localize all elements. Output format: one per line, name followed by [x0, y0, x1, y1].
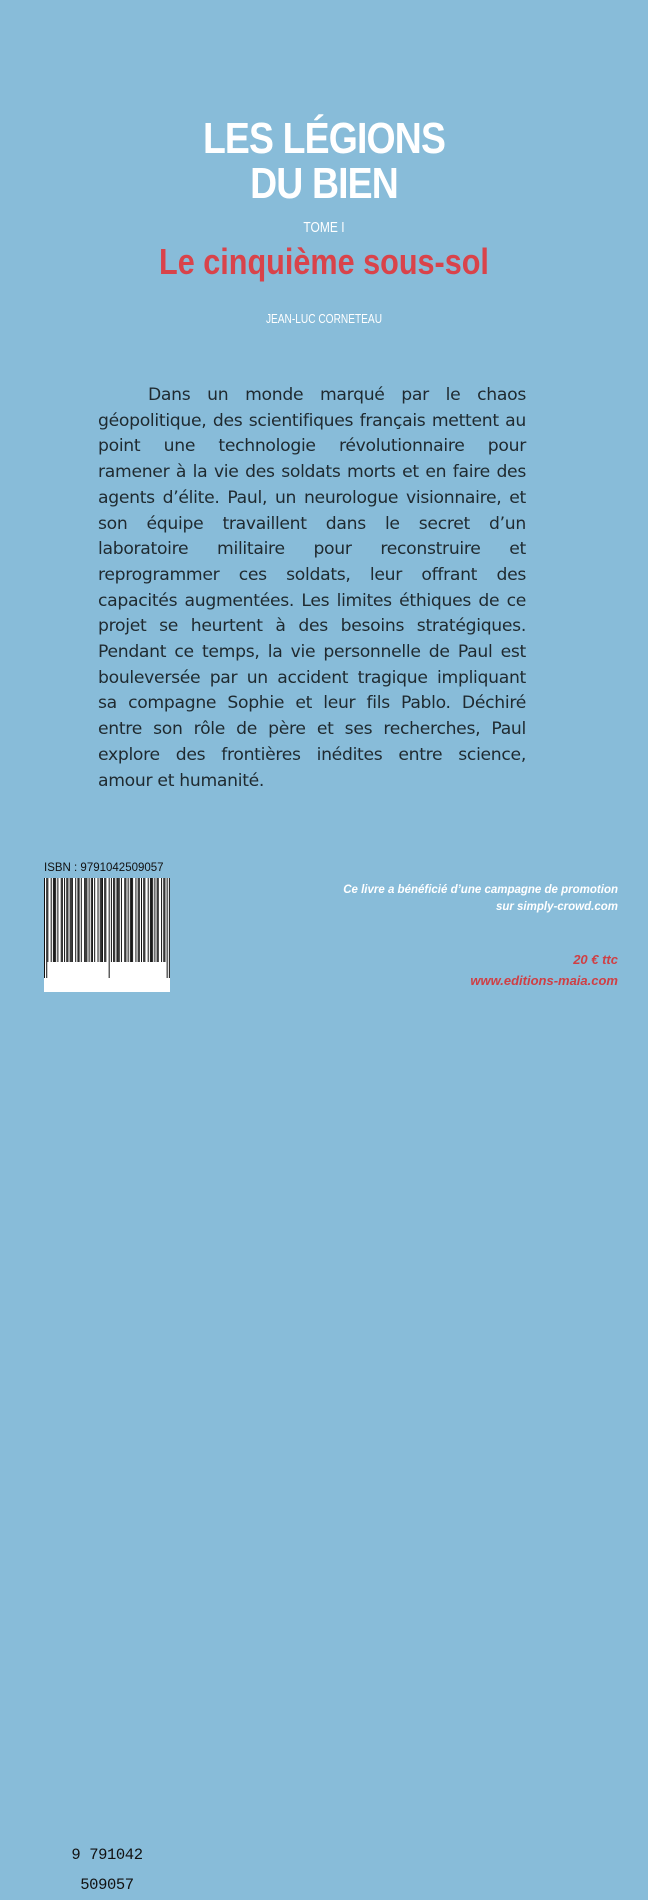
- barcode-bar: [54, 878, 55, 962]
- barcode-bar: [131, 878, 132, 962]
- publisher-website[interactable]: www.editions-maia.com: [470, 973, 618, 988]
- barcode-bar: [113, 878, 114, 962]
- barcode-bar: [143, 878, 144, 962]
- barcode-bar: [118, 878, 119, 962]
- barcode-bar: [163, 878, 164, 962]
- barcode-bar: [157, 878, 158, 962]
- barcode-bar: [148, 878, 149, 962]
- barcode-bar: [151, 878, 152, 962]
- barcode-bar: [132, 878, 133, 962]
- barcode-bar: [55, 878, 56, 962]
- barcode-bar: [79, 878, 80, 962]
- barcode-bar: [81, 878, 82, 962]
- barcode-bar: [46, 878, 47, 978]
- barcode-bar: [105, 878, 106, 962]
- barcode-bar: [101, 878, 102, 962]
- barcode-bar: [86, 878, 87, 962]
- barcode-bar: [89, 878, 90, 962]
- barcode-bar: [169, 878, 170, 978]
- barcode-bar: [141, 878, 142, 962]
- barcode-bar: [111, 878, 112, 962]
- barcode-bar: [125, 878, 126, 962]
- barcode-bar: [104, 878, 105, 962]
- barcode-bar: [62, 878, 63, 962]
- price: 20 € ttc: [573, 952, 618, 967]
- barcode-bar: [77, 878, 78, 962]
- author-name: JEAN-LUC CORNETEAU: [265, 311, 383, 326]
- back-cover-blurb: Dans un monde marqué par le chaos géopolitique, des scientifiques français mettent au point une technologie révolutionnaire pour ramener à la vie des soldats morts et en faire des agents d’élite. Paul, un neurologue visionnaire, et son équipe travaillent dans le secret d’un laboratoire militaire pour reconstruire et reprogrammer ces soldats, leur offrant des capacités augmentées. Les limites éthiques de ce projet se heurtent à des besoins stratégiques. Pendant ce temps, la vie personnelle de Paul est bouleversée par un accident tragique impliquant sa compagne Sophie et leur fils Pablo. Déchiré entre son rôle de père et ses recherches, Paul explore des frontières inédites entre science, amour et humanité.: [98, 385, 526, 791]
- barcode: [44, 878, 170, 1894]
- barcode-bar: [84, 878, 85, 962]
- barcode-bar: [144, 878, 145, 962]
- barcode-digits: 9 791042 509057: [71, 1846, 143, 1894]
- promo-line2: sur simply-crowd.com: [495, 901, 618, 913]
- barcode-bar: [51, 878, 52, 962]
- promo-line1: Ce livre a bénéficié d’une campagne de promotion: [343, 884, 618, 896]
- barcode-bar: [91, 878, 92, 962]
- barcode-bar: [139, 878, 140, 962]
- barcode-bar: [94, 878, 95, 962]
- barcode-bar: [66, 878, 67, 962]
- barcode-bar: [128, 878, 129, 962]
- barcode-bar: [121, 878, 122, 962]
- barcode-bar: [75, 878, 76, 962]
- book-title-line2: DU BIEN: [250, 159, 398, 208]
- barcode-bar: [100, 878, 101, 962]
- tome-label: TOME I: [303, 219, 345, 236]
- barcode-bar: [116, 878, 117, 962]
- barcode-bar: [130, 878, 131, 962]
- barcode-bar: [135, 878, 136, 962]
- isbn-label: ISBN : 9791042509057: [44, 862, 164, 874]
- barcode-bar: [53, 878, 54, 962]
- barcode-bar: [167, 878, 168, 978]
- barcode-bar: [164, 878, 165, 962]
- barcode-bar: [119, 878, 120, 962]
- barcode-bar: [102, 878, 103, 962]
- barcode-bar: [64, 878, 65, 962]
- barcode-bar: [158, 878, 159, 962]
- barcode-bar: [85, 878, 86, 962]
- barcode-bar: [44, 878, 45, 978]
- barcode-bar: [47, 878, 48, 962]
- barcode-bar: [109, 878, 110, 978]
- barcode-bar: [98, 878, 99, 962]
- barcode-bar: [61, 878, 62, 962]
- barcode-bar: [114, 878, 115, 962]
- promo-note: [298, 882, 618, 916]
- barcode-bar: [57, 878, 58, 962]
- book-subtitle: Le cinquième sous-sol: [159, 241, 489, 282]
- barcode-bar: [138, 878, 139, 962]
- barcode-bar: [152, 878, 153, 962]
- barcode-bar: [67, 878, 68, 962]
- barcode-bar: [124, 878, 125, 962]
- barcode-bars: [44, 878, 170, 992]
- book-title-line1: LES LÉGIONS: [202, 114, 446, 163]
- barcode-bar: [71, 878, 72, 962]
- barcode-bar: [150, 878, 151, 962]
- barcode-bar: [161, 878, 162, 962]
- barcode-bar: [70, 878, 71, 962]
- barcode-bar: [72, 878, 73, 962]
- barcode-bar: [92, 878, 93, 962]
- barcode-bar: [154, 878, 155, 962]
